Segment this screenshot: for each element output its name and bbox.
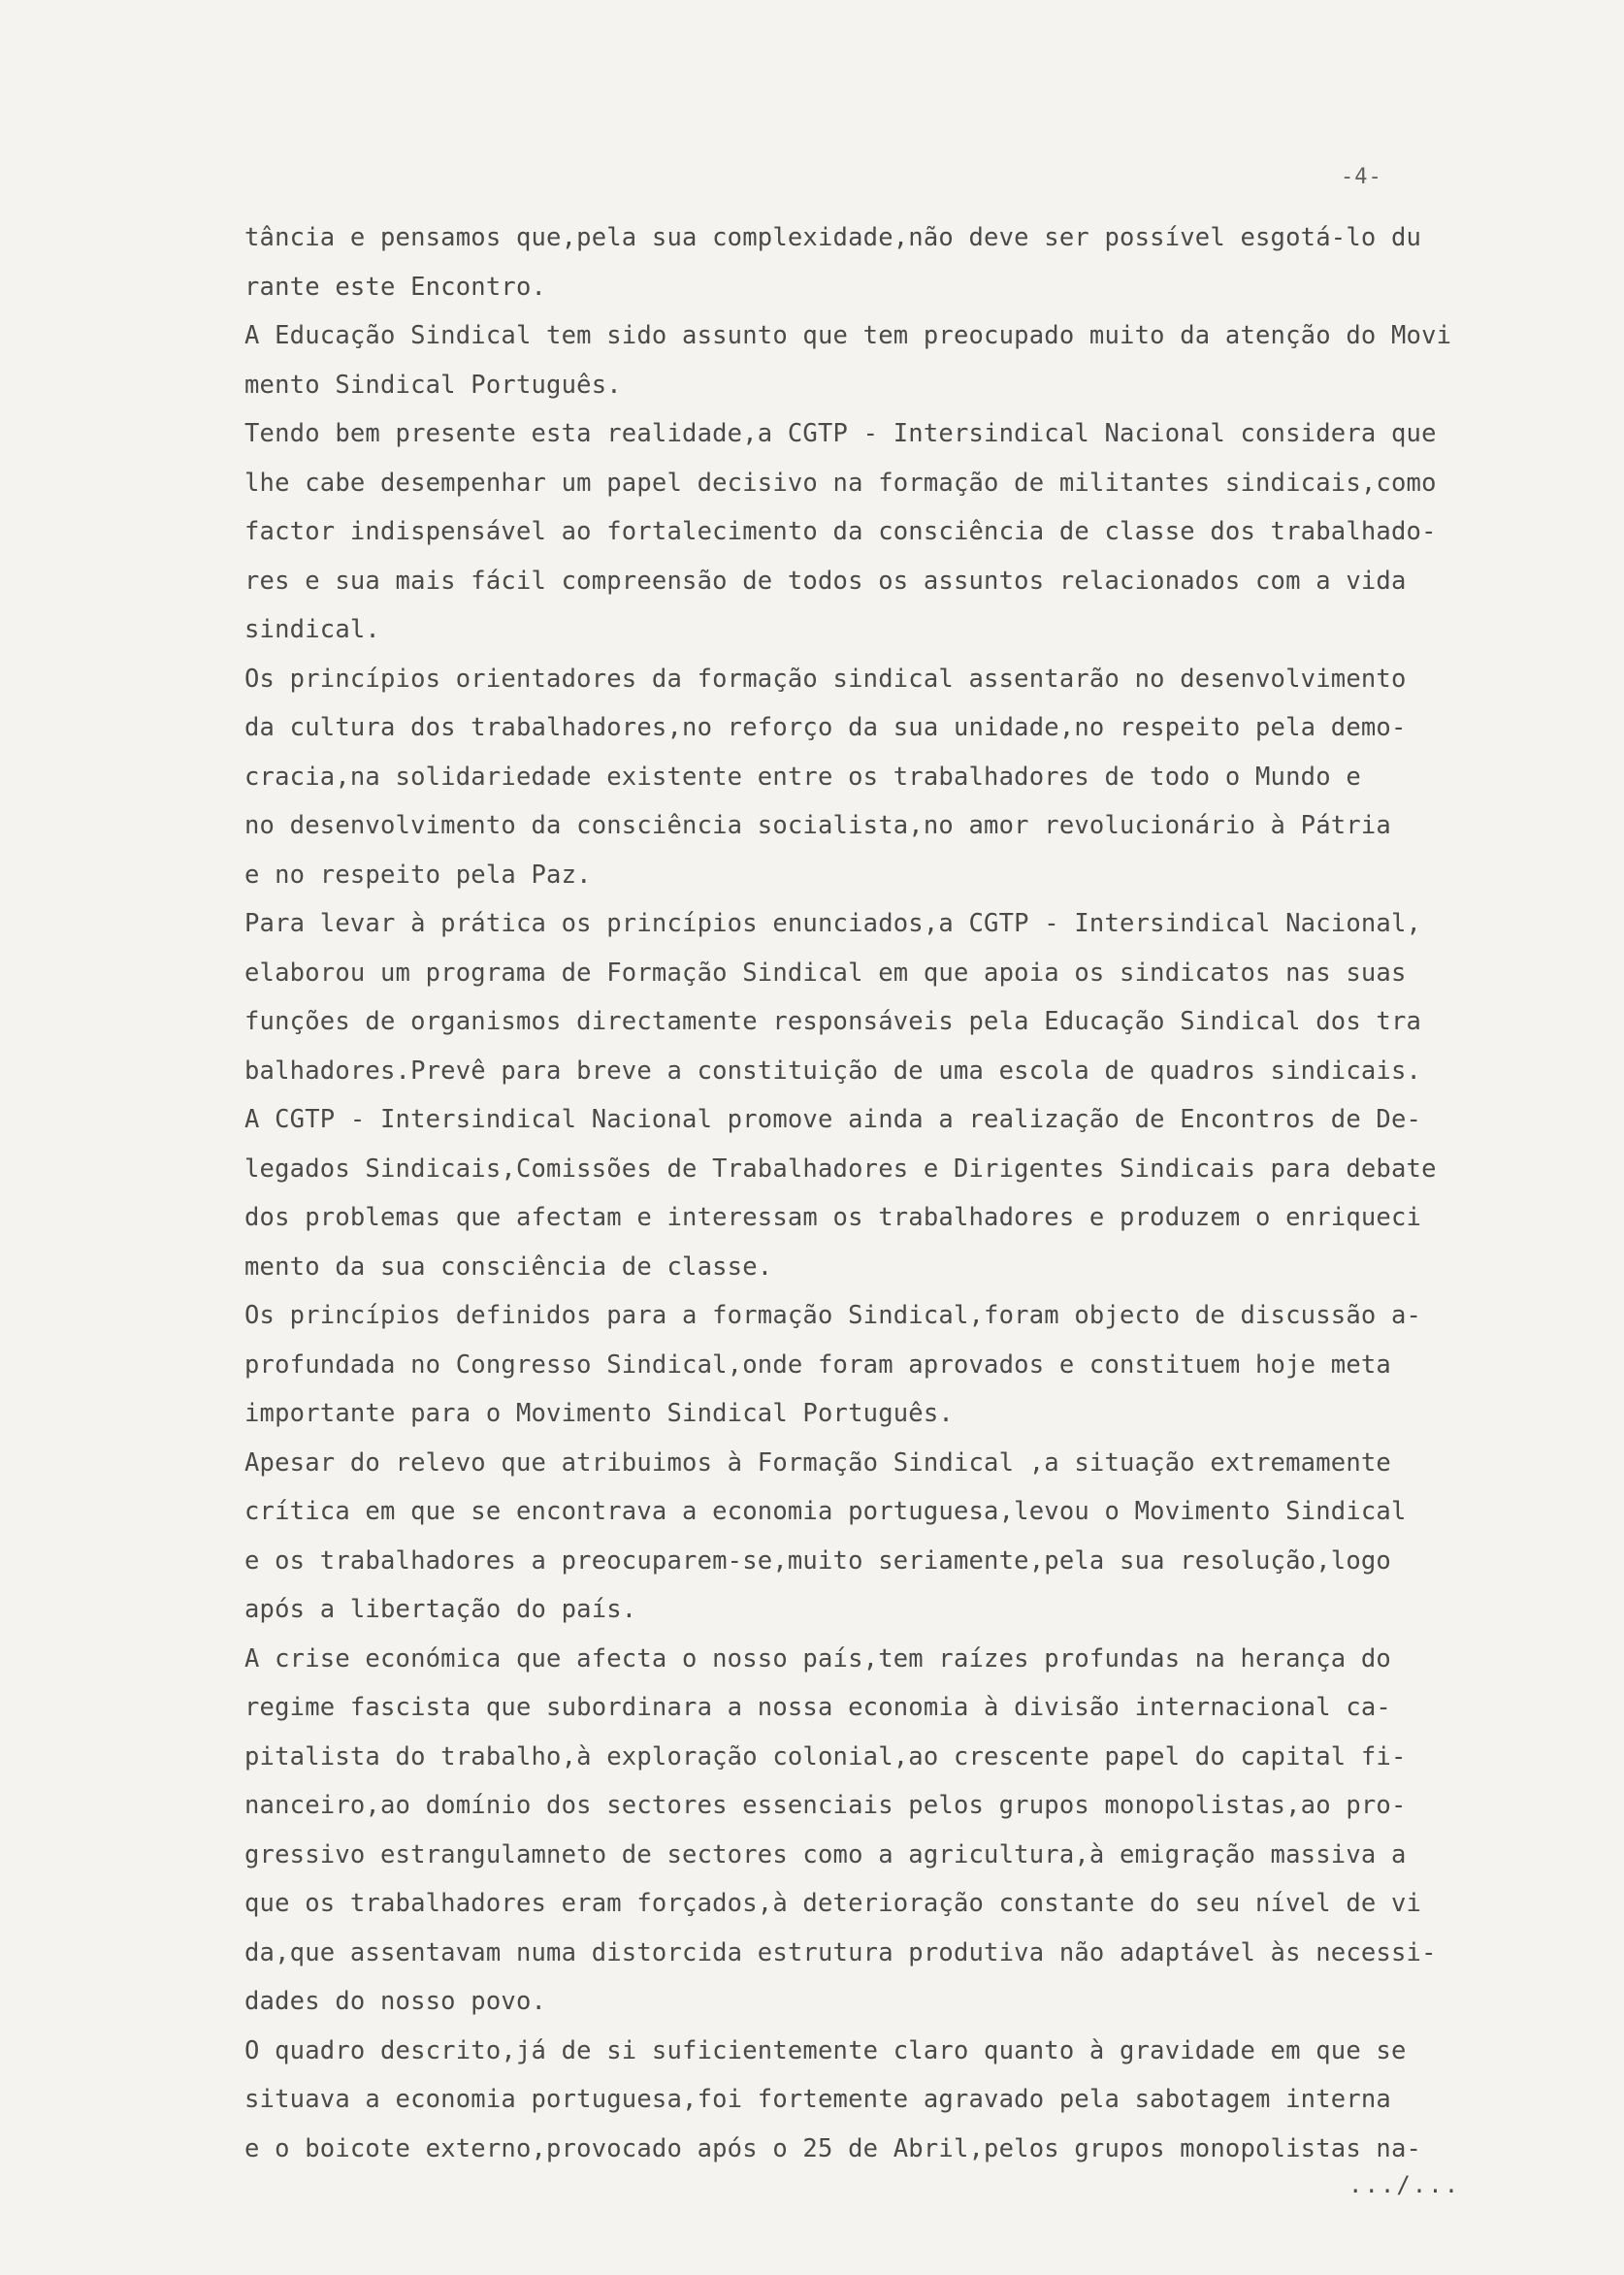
text-line: factor indispensável ao fortalecimento da consciência de classe dos trabalhado-: [244, 517, 1437, 546]
text-line: sindical.: [244, 615, 380, 644]
text-line: A CGTP - Intersindical Nacional promove ainda a realização de Encontros de De-: [244, 1105, 1422, 1134]
text-line: dades do nosso povo.: [244, 1987, 547, 2016]
text-line: legados Sindicais,Comissões de Trabalhadores e Dirigentes Sindicais para debate: [244, 1154, 1437, 1184]
text-line: no desenvolvimento da consciência socialista,no amor revolucionário à Pátria: [244, 811, 1391, 840]
text-line: e o boicote externo,provocado após o 25 de Abril,pelos grupos monopolistas na-: [244, 2133, 1422, 2163]
text-line: da,que assentavam numa distorcida estrutura produtiva não adaptável às necessi-: [244, 1937, 1437, 1967]
text-line: que os trabalhadores eram forçados,à deterioração constante do seu nível de vi: [244, 1889, 1422, 1918]
text-line: nanceiro,ao domínio dos sectores essenciais pelos grupos monopolistas,ao pro-: [244, 1791, 1407, 1820]
text-line: importante para o Movimento Sindical Português.: [244, 1399, 954, 1428]
text-line: crítica em que se encontrava a economia portuguesa,levou o Movimento Sindical: [244, 1497, 1407, 1526]
text-line: elaborou um programa de Formação Sindical em que apoia os sindicatos nas suas: [244, 958, 1407, 988]
text-line: profundada no Congresso Sindical,onde foram aprovados e constituem hoje meta: [244, 1349, 1391, 1380]
text-line: Os princípios definidos para a formação Sindical,foram objecto de discussão a-: [244, 1301, 1422, 1330]
text-line: Tendo bem presente esta realidade,a CGTP - Intersindical Nacional considera que: [244, 419, 1437, 448]
text-line: dos problemas que afectam e interessam os trabalhadores e produzem o enriqueci: [244, 1203, 1422, 1232]
text-line: da cultura dos trabalhadores,no reforço da sua unidade,no respeito pela demo-: [244, 713, 1407, 742]
text-line: gressivo estrangulamneto de sectores como a agricultura,à emigração massiva a: [244, 1839, 1407, 1869]
text-line: cracia,na solidariedade existente entre os trabalhadores de todo o Mundo e: [244, 762, 1361, 792]
text-line: Os princípios orientadores da formação sindical assentarão no desenvolvimento: [244, 664, 1407, 694]
text-line: A Educação Sindical tem sido assunto que tem preocupado muito da atenção do Movi: [244, 321, 1452, 350]
text-line: situava a economia portuguesa,foi fortemente agravado pela sabotagem interna: [244, 2085, 1391, 2114]
text-line: balhadores.Prevê para breve a constituição de uma escola de quadros sindicais.: [244, 1056, 1422, 1086]
text-line: regime fascista que subordinara a nossa economia à divisão internacional ca-: [244, 1693, 1391, 1722]
page-number: -4-: [1341, 165, 1382, 189]
text-line: rante este Encontro.: [244, 272, 547, 302]
text-line: após a libertação do país.: [244, 1595, 637, 1624]
text-line: Para levar à prática os princípios enunciados,a CGTP - Intersindical Nacional,: [244, 909, 1422, 938]
text-line: mento Sindical Português.: [244, 370, 622, 400]
typed-text-body: [244, 213, 1525, 2173]
continuation-mark: .../...: [1348, 2171, 1461, 2198]
text-line: funções de organismos directamente responsáveis pela Educação Sindical dos tra: [244, 1007, 1422, 1036]
text-line: A crise económica que afecta o nosso país,tem raízes profundas na herança do: [244, 1643, 1391, 1674]
text-line: Apesar do relevo que atribuimos à Formação Sindical ,a situação extremamente: [244, 1447, 1391, 1478]
text-line: lhe cabe desempenhar um papel decisivo na formação de militantes sindicais,como: [244, 468, 1437, 498]
text-line: mento da sua consciência de classe.: [244, 1251, 773, 1282]
text-line: e no respeito pela Paz.: [244, 860, 592, 890]
text-line: O quadro descrito,já de si suficientemente claro quanto à gravidade em que se: [244, 2035, 1407, 2065]
text-line: pitalista do trabalho,à exploração colonial,ao crescente papel do capital fi-: [244, 1741, 1407, 1771]
text-line: res e sua mais fácil compreensão de todos os assuntos relacionados com a vida: [244, 566, 1407, 596]
text-line: tância e pensamos que,pela sua complexidade,não deve ser possível esgotá-lo du: [244, 223, 1422, 252]
text-line: e os trabalhadores a preocuparem-se,muito seriamente,pela sua resolução,logo: [244, 1545, 1391, 1576]
